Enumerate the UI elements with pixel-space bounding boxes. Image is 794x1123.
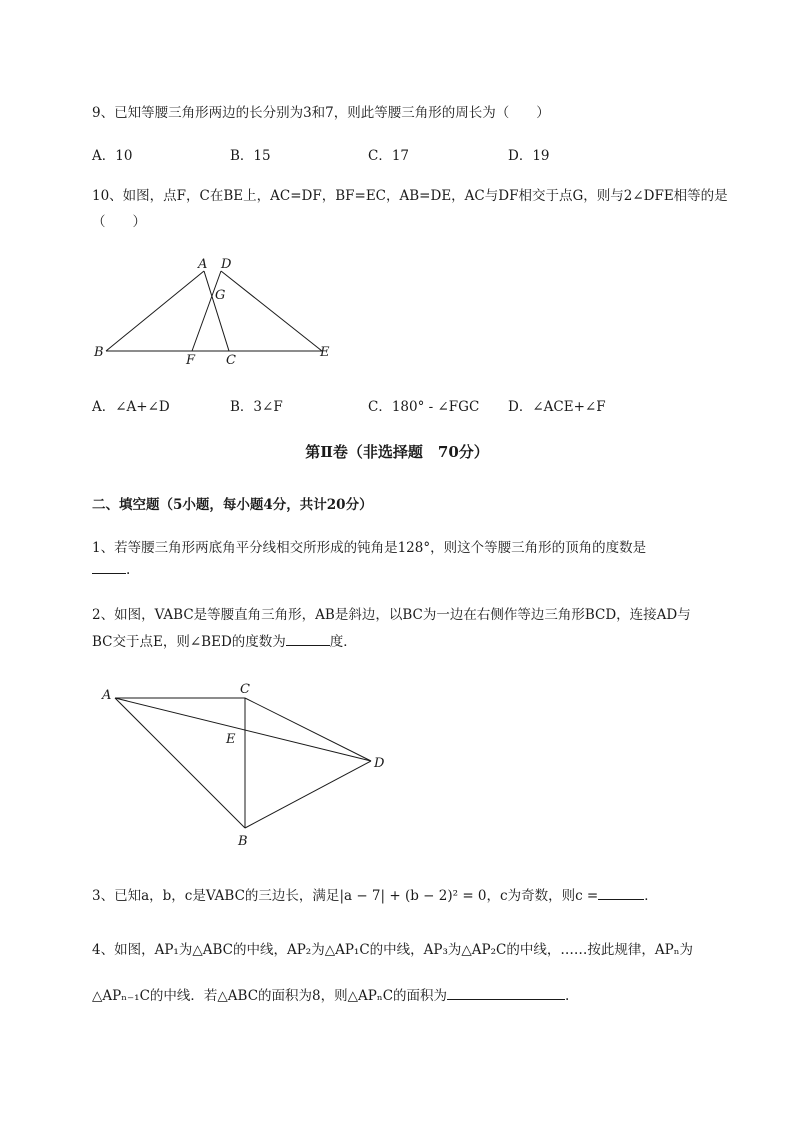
option-a: A．∠A+∠D	[92, 399, 170, 415]
section-2-title: 第Ⅱ卷（非选择题 70分）	[305, 443, 489, 461]
label-c: C	[226, 353, 236, 368]
segment-de	[221, 271, 322, 351]
label-d: D	[221, 257, 232, 272]
question-10-options	[92, 395, 692, 413]
label-d: D	[374, 756, 385, 771]
option-b: B．3∠F	[230, 399, 283, 415]
fill-2-line1: 2、如图，VABC是等腰直角三角形，AB是斜边，以BC为一边在右侧作等边三角形BCD，连接AD与	[92, 607, 691, 623]
question-9-options	[92, 144, 692, 162]
option-c: C．180° - ∠FGC	[368, 399, 480, 415]
question-10-stem-line2: （ ）	[92, 214, 146, 230]
fill-3-formula: |a − 7| + (b − 2)² = 0	[339, 888, 487, 904]
label-c: C	[240, 682, 250, 697]
question-9-stem: 9、已知等腰三角形两边的长分别为3和7，则此等腰三角形的周长为（ ）	[92, 105, 550, 121]
segment-ad	[115, 698, 371, 761]
label-e: E	[226, 732, 236, 747]
label-a: A	[102, 688, 112, 703]
fill-2-figure	[96, 678, 396, 850]
label-b: B	[94, 345, 104, 360]
segment-bd	[245, 761, 371, 828]
fill-3-line: 3、已知a，b，c是VABC的三边长，满足|a − 7| + (b − 2)² = 0，c为奇数，则c = ．	[92, 888, 658, 904]
label-b: B	[238, 834, 248, 849]
option-d: D．19	[508, 148, 550, 164]
segment-ab	[115, 698, 245, 828]
label-e: E	[320, 345, 330, 360]
answer-blank[interactable]	[598, 899, 644, 900]
question-10-stem-line1: 10、如图，点F，C在BE上，AC=DF，BF=EC，AB=DE，AC与DF相交于点G，则与2∠DFE相等的是	[92, 188, 728, 204]
fill-4-line1: 4、如图，AP₁为△ABC的中线，AP₂为△AP₁C的中线，AP₃为△AP₂C的中线，……按此规律，APₙ为	[92, 942, 694, 958]
option-d: D．∠ACE+∠F	[508, 399, 606, 415]
answer-blank[interactable]	[447, 999, 565, 1000]
fill-4-line2: △APₙ₋₁C的中线．若△ABC的面积为8，则△APₙC的面积为 .	[92, 988, 570, 1004]
label-a: A	[198, 257, 208, 272]
label-f: F	[186, 353, 196, 368]
fill-2-line2: BC交于点E，则∠BED的度数为 度．	[92, 634, 357, 650]
option-b: B．15	[230, 148, 271, 164]
segment-ab	[106, 271, 204, 351]
option-c: C．17	[368, 148, 410, 164]
fill-in-section-header: 二、填空题（5小题，每小题4分，共计20分）	[92, 497, 373, 513]
question-10-figure	[90, 255, 340, 370]
label-g: G	[215, 288, 226, 303]
fill-1-line1: 1、若等腰三角形两底角平分线相交所形成的钝角是128°，则这个等腰三角形的顶角的度数是	[92, 540, 647, 556]
answer-blank[interactable]	[92, 573, 126, 574]
option-a: A．10	[92, 148, 133, 164]
segment-cd	[245, 698, 371, 761]
fill-1-line2: .	[92, 562, 130, 578]
answer-blank[interactable]	[286, 645, 330, 646]
